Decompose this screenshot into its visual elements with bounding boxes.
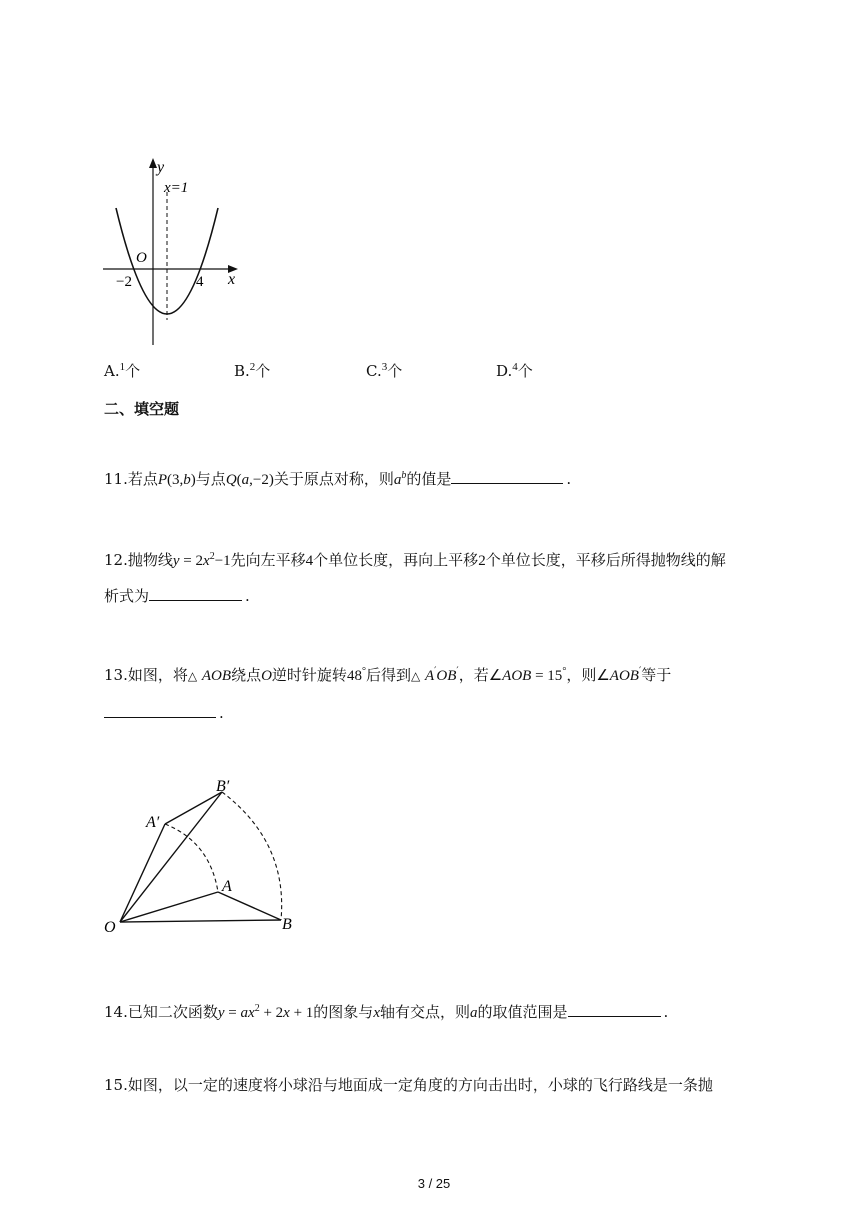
q13-ob-prime: OB	[436, 668, 457, 684]
label-o: O	[104, 919, 116, 936]
angle-symbol: ∠	[596, 668, 610, 684]
q11-var-b: b	[183, 472, 191, 488]
q13-text-7: 等于	[641, 666, 672, 684]
q12-eq-x: x	[203, 553, 210, 569]
q11-point-p: P	[157, 472, 168, 488]
q11-power-base: a	[393, 472, 402, 488]
q14-var-x: x	[283, 1005, 290, 1021]
q13-aob-2: AOB	[502, 668, 532, 684]
q14-exp: 2	[254, 1003, 260, 1014]
answer-blank[interactable]	[104, 703, 216, 718]
page-number: 3 / 25	[417, 1176, 451, 1191]
q14-text-4: 的取值范围是	[477, 1003, 568, 1021]
answer-blank[interactable]	[149, 586, 242, 601]
option-unit: 个	[255, 362, 271, 380]
q11-power-exp: b	[401, 470, 407, 481]
q14-x-axis: x	[373, 1005, 380, 1021]
q14-eq-3: + 1	[289, 1005, 314, 1021]
question-12	[104, 550, 726, 571]
q12-eq-exp: 2	[209, 551, 215, 562]
q14-var-a: a	[240, 1005, 249, 1021]
rotation-figure	[98, 772, 308, 942]
tick-neg-label: −2	[116, 274, 132, 290]
parabola-graph	[98, 150, 248, 350]
q11-p-args: (3,	[167, 472, 184, 488]
q11-point-q: Q	[225, 472, 237, 488]
question-number: 13.	[104, 666, 128, 684]
option-b	[234, 361, 270, 381]
q12-end: .	[245, 587, 250, 605]
segment-a-prime-b-prime	[165, 792, 222, 824]
question-number: 15.	[104, 1076, 128, 1094]
q11-paren: (	[236, 472, 242, 488]
x-axis-label: x	[228, 271, 236, 288]
triangle-symbol: △	[410, 669, 421, 683]
q11-paren: )	[190, 472, 196, 488]
q13-aob-3: AOB	[609, 668, 639, 684]
option-number: 3	[381, 361, 388, 373]
q12-text-2: 先向左平移	[230, 551, 306, 569]
q11-end: .	[566, 470, 572, 488]
prime-mark: ′	[638, 666, 642, 677]
question-number: 12.	[104, 551, 128, 569]
option-unit: 个	[517, 362, 533, 380]
q12-eq-tail: −1	[214, 553, 231, 569]
option-letter: D.	[496, 362, 513, 380]
question-13-line-2	[104, 703, 224, 723]
q13-a-prime: A	[424, 668, 435, 684]
option-c	[366, 361, 402, 381]
q13-text-3: 逆时针旋转	[271, 666, 347, 684]
q13-point-o: O	[261, 668, 272, 684]
tick-pos-label: 4	[196, 274, 204, 290]
option-letter: A.	[104, 362, 120, 380]
q13-end: .	[219, 704, 224, 722]
question-number: 14.	[104, 1003, 128, 1021]
option-letter: C.	[366, 362, 382, 380]
q14-eq: =	[224, 1005, 241, 1021]
q13-angle-48: 48	[346, 668, 362, 684]
q14-text-3: 轴有交点，则	[379, 1003, 470, 1021]
label-b: B	[282, 916, 292, 933]
q11-text-1: 若点	[127, 470, 158, 488]
question-12-line-2	[104, 586, 250, 606]
q11-text-4: 的值是	[406, 470, 452, 488]
segment-oa	[120, 892, 218, 922]
degree-symbol: °	[562, 666, 567, 677]
q12-text-1: 抛物线	[127, 551, 173, 569]
q12-number-1: 4	[305, 553, 314, 569]
q13-text-5: ，若	[458, 666, 489, 684]
y-axis-label: y	[157, 159, 165, 176]
q12-eq-mid: = 2	[179, 553, 204, 569]
q11-text-3: 关于原点对称，则	[273, 470, 394, 488]
q13-text-6: ，则	[566, 666, 597, 684]
option-number: 2	[249, 361, 256, 373]
degree-symbol: °	[361, 666, 366, 677]
prime-mark: ′	[434, 666, 437, 677]
option-a	[104, 361, 140, 381]
answer-blank[interactable]	[451, 469, 563, 484]
label-b-prime: B′	[216, 778, 230, 795]
q13-aob: AOB	[201, 668, 232, 684]
origin-label: O	[136, 250, 147, 266]
q12-text-3: 个单位长度，再向上平移	[313, 551, 479, 569]
option-unit: 个	[125, 362, 141, 380]
q13-text-2: 绕点	[231, 666, 262, 684]
angle-symbol: ∠	[488, 668, 503, 684]
q13-eq-15: = 15	[531, 668, 563, 684]
q14-var-y: y	[217, 1005, 225, 1021]
prime-mark: ′	[456, 666, 459, 677]
q14-eq-2: + 2	[259, 1005, 284, 1021]
q12-eq-y: y	[172, 553, 180, 569]
q11-var-a: a	[241, 472, 250, 488]
q15-text: 如图，以一定的速度将小球沿与地面成一定角度的方向击出时，小球的飞行路线是一条抛	[127, 1076, 713, 1094]
question-15	[104, 1075, 713, 1095]
q14-text-1: 已知二次函数	[127, 1003, 218, 1021]
q12-number-2: 2	[478, 553, 486, 569]
question-number: 11.	[104, 470, 128, 488]
option-number: 4	[512, 361, 518, 373]
q14-text-2: 的图象与	[313, 1003, 374, 1021]
q12-text-4: 个单位长度，平移后所得抛物线的解	[485, 551, 726, 569]
question-13	[104, 665, 671, 686]
arc-a-to-a-prime	[165, 824, 218, 892]
section-heading: 二、填空题	[104, 400, 180, 418]
arc-b-to-b-prime	[222, 792, 282, 920]
segment-ob	[120, 920, 281, 922]
q14-var-a: a	[470, 1005, 478, 1021]
segment-ob-prime	[120, 792, 222, 922]
answer-blank[interactable]	[568, 1002, 661, 1017]
segment-ab	[218, 892, 281, 920]
option-number: 1	[119, 361, 126, 373]
q13-text-1: 如图，将	[127, 666, 188, 684]
label-a: A	[222, 878, 232, 895]
question-14	[104, 1002, 668, 1023]
q14-end: .	[663, 1003, 669, 1021]
y-axis-arrow	[149, 158, 157, 168]
q12-line-2: 析式为	[104, 587, 150, 605]
option-letter: B.	[234, 362, 250, 380]
triangle-symbol: △	[187, 669, 198, 683]
label-a-prime: A′	[146, 814, 160, 831]
q11-q-args: ,−2)	[249, 472, 274, 488]
q13-text-4: 后得到	[365, 666, 411, 684]
option-unit: 个	[387, 362, 403, 380]
q11-text-2: 与点	[195, 470, 226, 488]
question-11	[104, 469, 571, 490]
option-d	[496, 361, 533, 381]
q14-var-x: x	[248, 1005, 255, 1021]
symmetry-line-label: x=1	[164, 180, 189, 196]
